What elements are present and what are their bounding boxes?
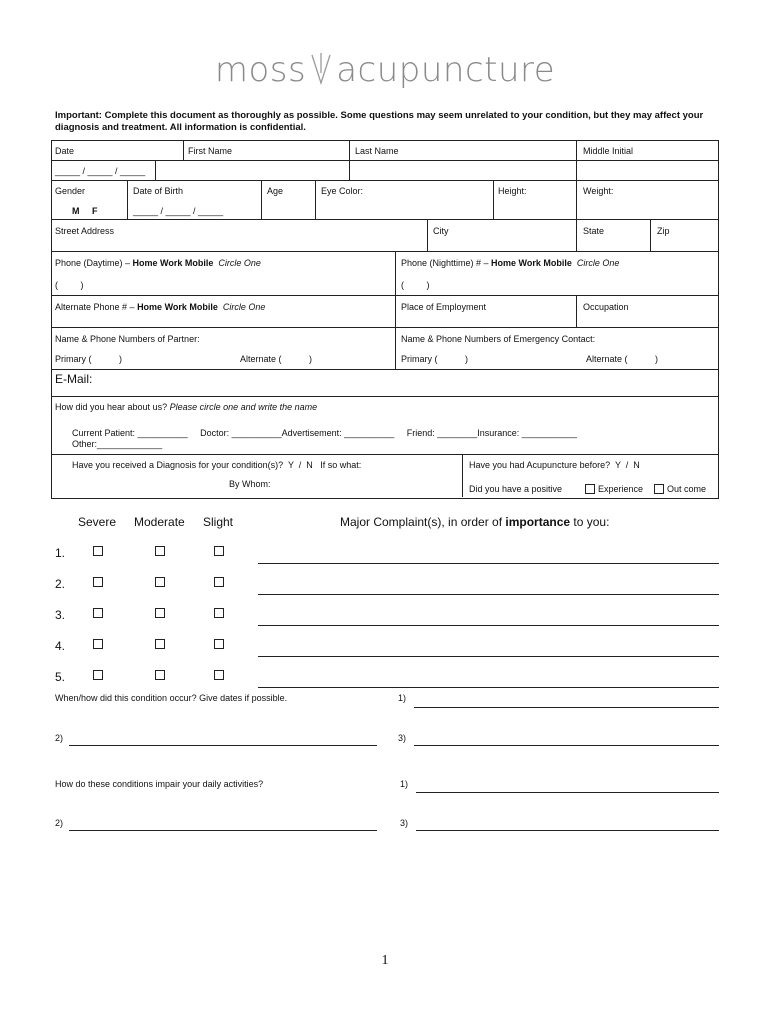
referral-question	[55, 402, 317, 412]
referral-instruction: Please circle one and write the name	[169, 402, 318, 412]
complaint-line[interactable]	[258, 656, 719, 657]
slight-checkbox[interactable]	[214, 546, 224, 556]
onset-answer-3-num: 3)	[398, 733, 407, 743]
referral-other[interactable]: Other:_____________	[72, 439, 163, 449]
slight-checkbox[interactable]	[214, 608, 224, 618]
severity-moderate-header: Moderate	[134, 515, 185, 529]
circle-one-note: Circle One	[576, 258, 620, 268]
dob-blank[interactable]: _____ / _____ / _____	[133, 206, 224, 216]
moderate-checkbox[interactable]	[155, 577, 165, 587]
moderate-checkbox[interactable]	[155, 670, 165, 680]
phone-nighttime-paren[interactable]: ( )	[401, 280, 430, 290]
date-label: Date	[55, 146, 75, 156]
last-name-field[interactable]	[351, 162, 574, 178]
partner-alternate[interactable]: Alternate ( )	[240, 354, 313, 364]
phone-daytime-label	[55, 258, 261, 268]
diagnosis-question: Have you received a Diagnosis for your condition(s)? Y / N If so what:	[72, 460, 362, 470]
experience-checkbox[interactable]	[585, 484, 595, 494]
positive-question: Did you have a positive	[469, 484, 563, 494]
severe-checkbox[interactable]	[93, 608, 103, 618]
complaint-line[interactable]	[258, 687, 719, 688]
complaint-line[interactable]	[258, 594, 719, 595]
page-number: 1	[381, 953, 389, 968]
complaints-heading-emphasis: importance	[505, 515, 571, 529]
complaint-number: 4.	[55, 639, 66, 653]
weight-label: Weight:	[583, 186, 614, 196]
alternate-phone-text: Alternate Phone # –	[55, 302, 138, 312]
diagnosis-by-whom: By Whom:	[229, 479, 271, 489]
brand-logo	[0, 50, 770, 90]
emergency-alternate[interactable]: Alternate ( )	[586, 354, 659, 364]
experience-label: Experience	[598, 484, 644, 494]
severe-checkbox[interactable]	[93, 546, 103, 556]
partner-primary[interactable]: Primary ( )	[55, 354, 122, 364]
impair-answer-3-num: 3)	[400, 818, 409, 828]
severity-slight-header: Slight	[203, 515, 234, 529]
partner-label: Name & Phone Numbers of Partner:	[55, 334, 200, 344]
onset-answer-1-num: 1)	[398, 693, 407, 703]
first-name-field[interactable]	[157, 162, 347, 178]
gender-options[interactable]: M F	[72, 206, 98, 216]
onset-answer-3-line[interactable]	[414, 745, 719, 746]
complaint-line[interactable]	[258, 563, 719, 564]
impair-answer-1-line[interactable]	[416, 792, 719, 793]
occupation-label: Occupation	[583, 302, 629, 312]
moderate-checkbox[interactable]	[155, 546, 165, 556]
onset-answer-2-line[interactable]	[69, 745, 377, 746]
complaint-number: 1.	[55, 546, 66, 560]
phone-nighttime-text: Phone (Nighttime) # –	[401, 258, 492, 268]
severity-severe-header: Severe	[78, 515, 117, 529]
complaint-number: 3.	[55, 608, 66, 622]
moderate-checkbox[interactable]	[155, 608, 165, 618]
complaints-heading	[340, 515, 609, 529]
middle-initial-label: Middle Initial	[583, 146, 634, 156]
gender-label: Gender	[55, 186, 86, 196]
emergency-contact-label: Name & Phone Numbers of Emergency Contact:	[401, 334, 596, 344]
dob-label: Date of Birth	[133, 186, 184, 196]
intro-text: Important: Complete this document as thoroughly as possible. Some questions may seem unrelated to your condition, but they may affect your diagnosis and treatment. All information is confidential.	[55, 110, 704, 133]
impair-answer-2-num: 2)	[55, 818, 64, 828]
impair-answer-2-line[interactable]	[69, 830, 377, 831]
employment-label: Place of Employment	[401, 302, 487, 312]
complaints-heading-post: to you:	[570, 515, 610, 529]
first-name-label: First Name	[188, 146, 233, 156]
slight-checkbox[interactable]	[214, 577, 224, 587]
logo-word-left: moss	[214, 50, 307, 90]
date-blank[interactable]: _____ / _____ / _____	[55, 166, 146, 176]
impair-answer-3-line[interactable]	[416, 830, 719, 831]
phone-nighttime-label	[401, 258, 619, 268]
complaint-line[interactable]	[258, 625, 719, 626]
referral-options[interactable]: Current Patient: __________ Doctor: __________Advertisement: __________ Friend: ________Insurance: ___________	[72, 428, 577, 438]
phone-daytime-paren[interactable]: ( )	[55, 280, 84, 290]
outcome-label: Out come	[667, 484, 707, 494]
impair-answer-1-num: 1)	[400, 779, 409, 789]
city-label: City	[433, 226, 449, 236]
outcome-checkbox[interactable]	[654, 484, 664, 494]
severe-checkbox[interactable]	[93, 670, 103, 680]
zip-label: Zip	[657, 226, 670, 236]
height-label: Height:	[498, 186, 527, 196]
severe-checkbox[interactable]	[93, 639, 103, 649]
onset-answer-1-line[interactable]	[414, 707, 719, 708]
severe-checkbox[interactable]	[93, 577, 103, 587]
age-label: Age	[267, 186, 284, 196]
alternate-phone-options[interactable]: Home Work Mobile	[137, 302, 218, 312]
circle-one-note: Circle One	[222, 302, 266, 312]
alternate-phone-label	[55, 302, 265, 312]
moderate-checkbox[interactable]	[155, 639, 165, 649]
needle-logo-icon	[308, 51, 334, 85]
complaint-number: 5.	[55, 670, 66, 684]
state-label: State	[583, 226, 605, 236]
emergency-primary[interactable]: Primary ( )	[401, 354, 468, 364]
condition-onset-question: When/how did this condition occur? Give dates if possible.	[55, 693, 288, 703]
complaints-heading-pre: Major Complaint(s), in order of	[340, 515, 506, 529]
impairment-question: How do these conditions impair your daily activities?	[55, 779, 264, 789]
email-label: E-Mail:	[55, 372, 93, 386]
street-address-label: Street Address	[55, 226, 115, 236]
onset-answer-2-num: 2)	[55, 733, 64, 743]
circle-one-note: Circle One	[218, 258, 261, 268]
phone-daytime-text: Phone (Daytime) –	[55, 258, 133, 268]
slight-checkbox[interactable]	[214, 639, 224, 649]
slight-checkbox[interactable]	[214, 670, 224, 680]
phone-daytime-options[interactable]: Home Work Mobile	[132, 258, 214, 268]
acupuncture-question: Have you had Acupuncture before? Y / N	[469, 460, 640, 470]
last-name-label: Last Name	[355, 146, 399, 156]
complaint-number: 2.	[55, 577, 66, 591]
phone-nighttime-options[interactable]: Home Work Mobile	[491, 258, 572, 268]
referral-question-text: How did you hear about us?	[55, 402, 170, 412]
logo-word-right: acupuncture	[336, 50, 556, 90]
eye-color-label: Eye Color:	[321, 186, 364, 196]
